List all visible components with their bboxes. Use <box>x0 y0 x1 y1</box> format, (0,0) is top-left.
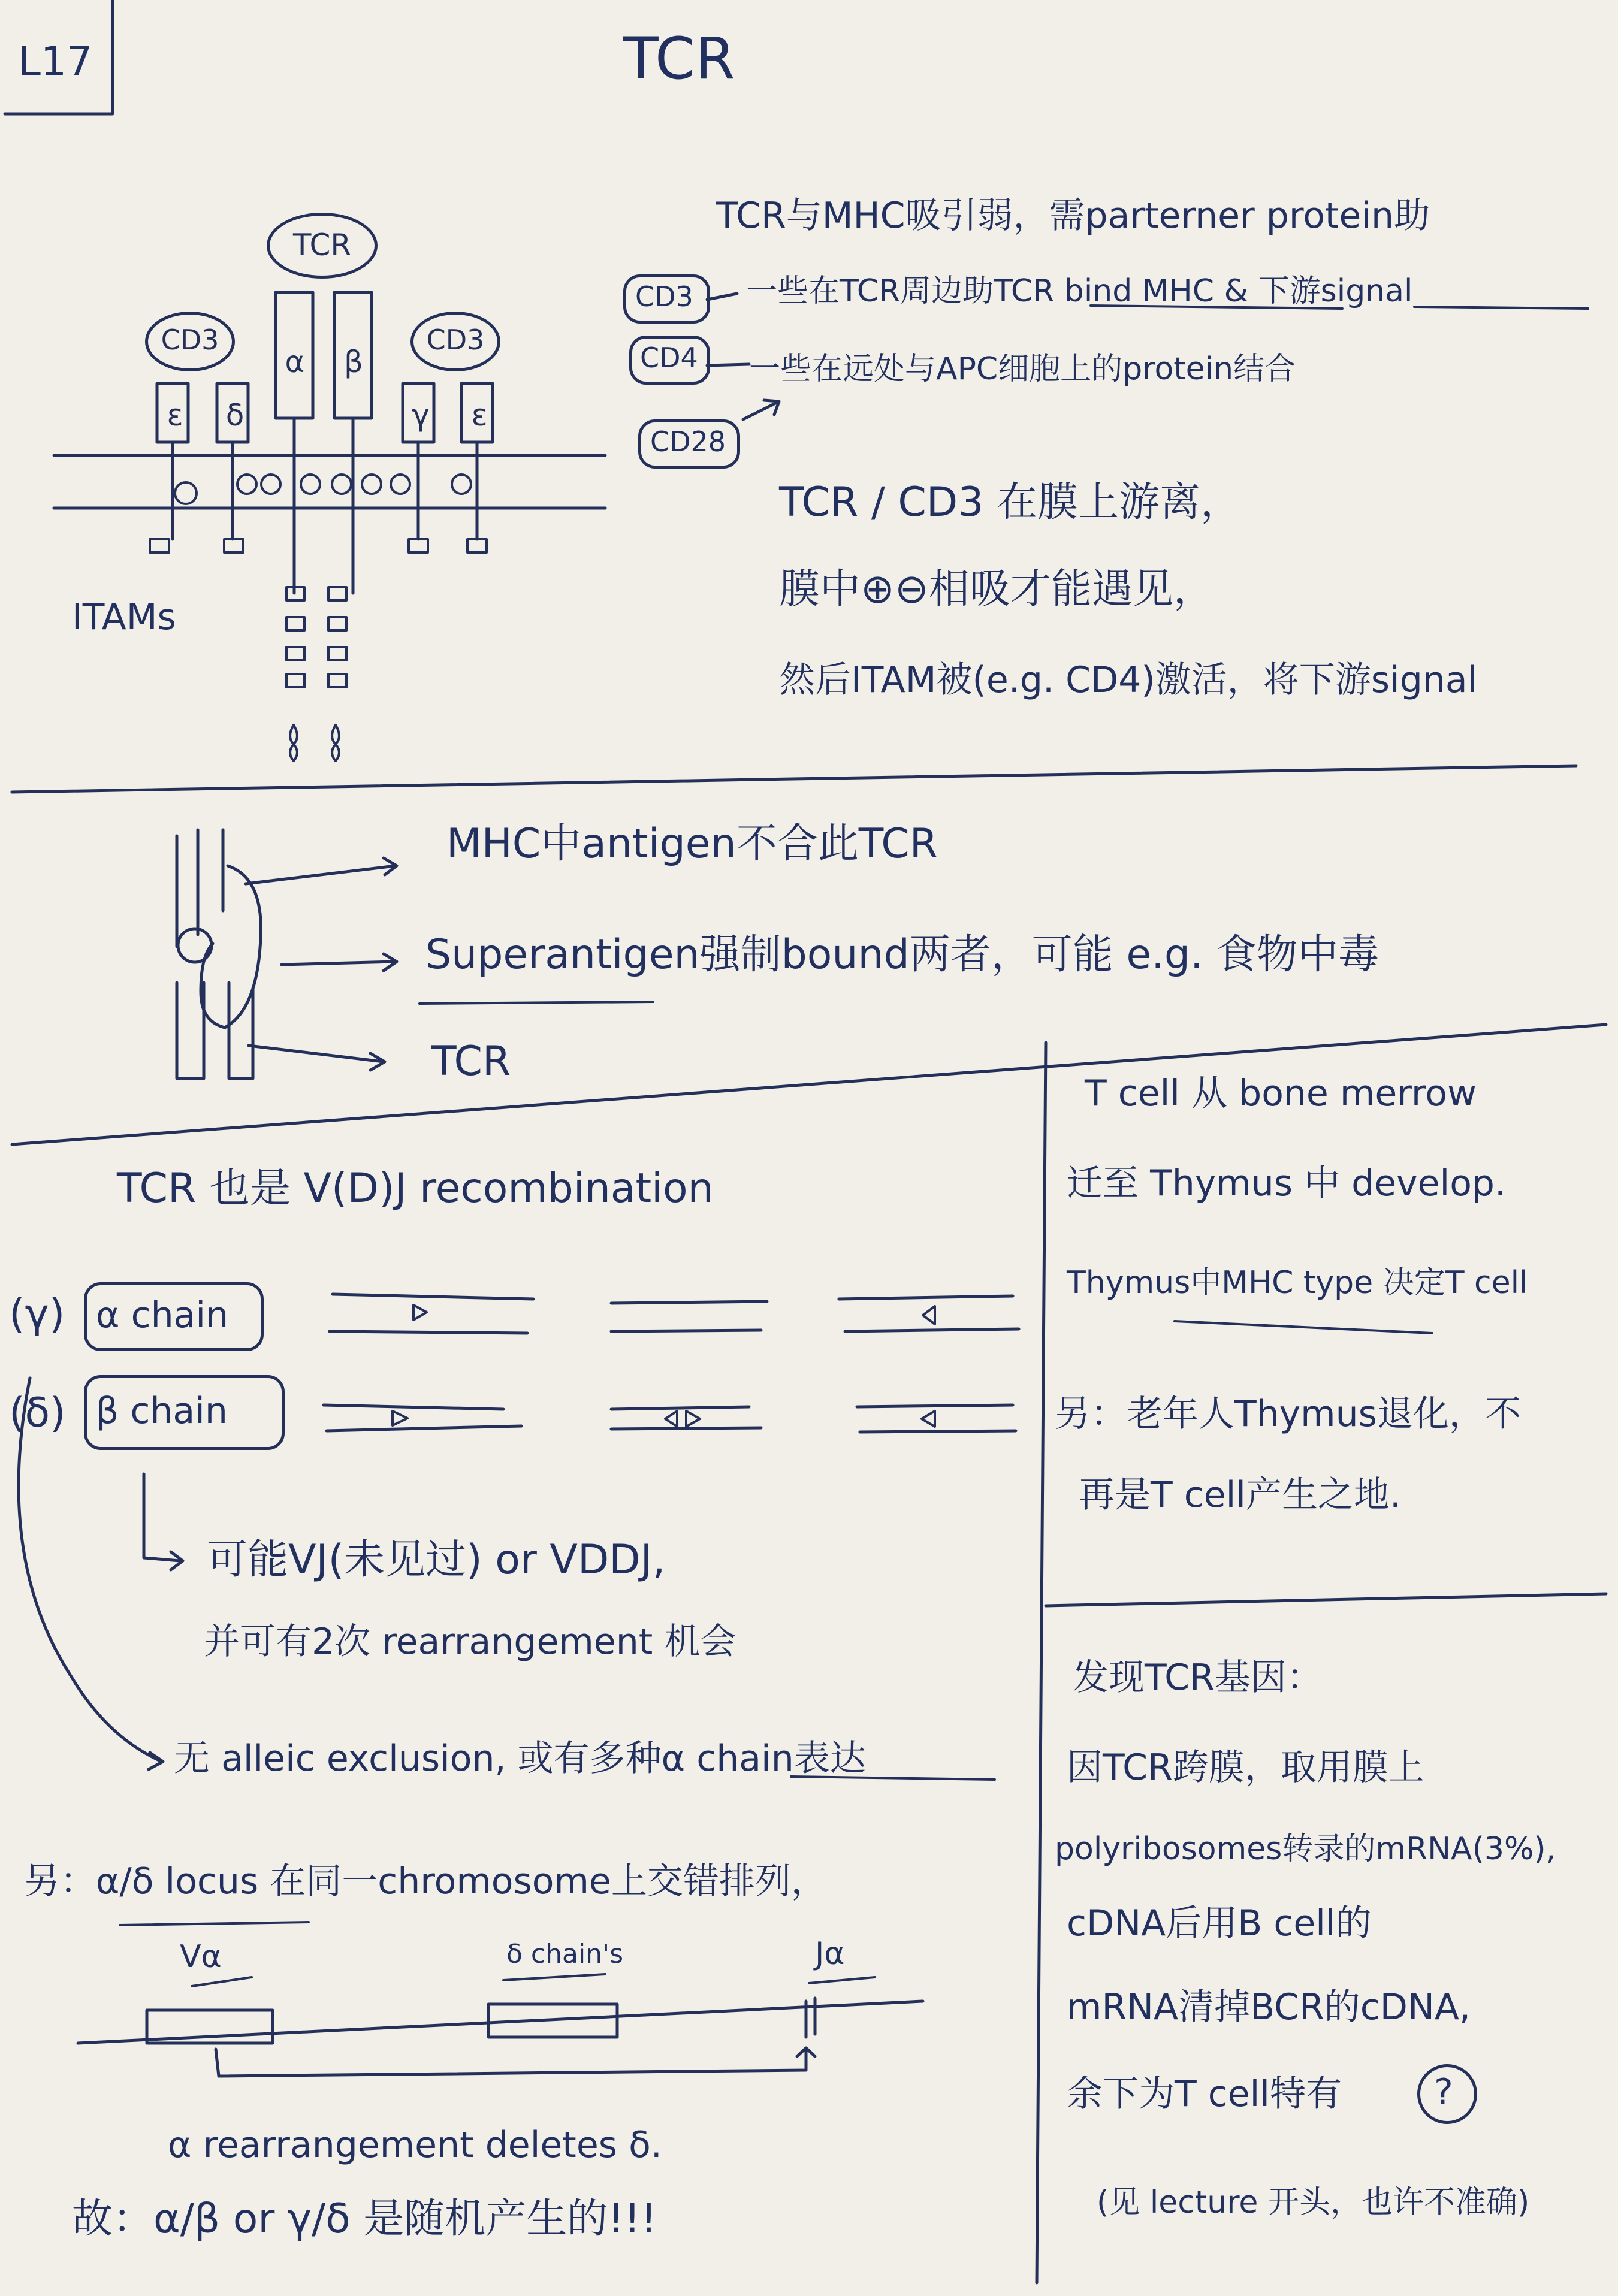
note-charge-attract: 膜中⊕⊖相吸才能遇见， <box>779 566 1214 613</box>
underline-locus <box>120 1922 309 1925</box>
cd3-left-label: CD3 <box>161 324 219 356</box>
cd3-note-text: 一些在TCR周边助TCR bind MHC & 下游signal <box>746 273 1413 309</box>
discovery-line-4: cDNA后用B cell的 <box>1067 1902 1372 1944</box>
delta-paren: (δ) <box>9 1389 66 1437</box>
arrow-to-note1 <box>144 1474 183 1570</box>
locus-j-alpha: Jα <box>815 1936 845 1972</box>
itam-boxes <box>150 539 487 687</box>
discovery-line-2: 因TCR跨膜，取用膜上 <box>1067 1747 1424 1789</box>
cd4-note-text: 一些在远处与APC细胞上的protein结合 <box>749 351 1296 387</box>
cd3-note-label: CD3 <box>635 280 693 313</box>
beta-chain-label: β chain <box>96 1390 228 1432</box>
vdj-note-deletes: α rearrangement deletes δ. <box>168 2124 662 2166</box>
vdj-note-random: 故：α/β or γ/δ 是随机产生的!!! <box>72 2195 657 2243</box>
vdj-heading: TCR 也是 V(D)J recombination <box>117 1165 714 1212</box>
thymus-line-5: 再是T cell产生之地. <box>1079 1474 1402 1516</box>
underline-mhc-type <box>1175 1321 1432 1333</box>
note-itam-activate: 然后ITAM被(e.g. CD4)激活，将下游signal <box>779 659 1478 701</box>
alpha-chain-label: α chain <box>96 1294 229 1336</box>
underline-signal <box>1414 307 1588 309</box>
page-title: TCR <box>623 25 735 92</box>
itams-label: ITAMs <box>72 596 176 638</box>
lecture-tag: L17 <box>18 38 93 86</box>
discovery-heading: 发现TCR基因： <box>1073 1657 1323 1699</box>
cd28-arrow <box>743 400 779 419</box>
thymus-line-2: 迁至 Thymus 中 develop. <box>1067 1162 1507 1204</box>
separator-1 <box>12 766 1576 792</box>
charge-circles <box>175 475 471 504</box>
chain-sketches <box>324 1294 1019 1432</box>
cd3-arrow <box>707 294 737 300</box>
separator-right-column <box>1046 1594 1606 1606</box>
superantigen-note-tcr: TCR <box>431 1038 511 1085</box>
vdj-note-allelic: 无 alleic exclusion, 或有多种α chain表达 <box>174 1738 866 1780</box>
tcr-label: TCR <box>292 228 352 262</box>
thymus-line-3: Thymus中MHC type 决定T cell <box>1067 1265 1528 1301</box>
zeta-chain-tails <box>290 725 339 761</box>
discovery-line-6: 余下为T cell特有 <box>1067 2073 1342 2115</box>
beta-label: β <box>344 345 363 379</box>
cd4-arrow <box>707 364 749 365</box>
discovery-line-7: (见 lecture 开头，也许不准确) <box>1097 2185 1530 2221</box>
cd4-note-label: CD4 <box>640 342 698 374</box>
cd28-note-label: CD28 <box>650 425 726 458</box>
thymus-line-1: T cell 从 bone merrow <box>1085 1073 1477 1114</box>
alpha-label: α <box>285 345 305 379</box>
locus-delta-chains: δ chain's <box>506 1939 624 1969</box>
vdj-note-locus: 另：α/δ locus 在同一chromosome上交错排列， <box>24 1860 827 1902</box>
vdj-note-rearrangement: 并可有2次 rearrangement 机会 <box>204 1621 736 1663</box>
discovery-line-3: polyribosomes转录的mRNA(3%), <box>1055 1831 1556 1867</box>
gamma-paren: (γ) <box>9 1291 65 1338</box>
locus-diagram <box>78 1974 923 2076</box>
column-divider <box>1037 1043 1046 2283</box>
discovery-line-5: mRNA清掉BCR的cDNA, <box>1067 1986 1471 2028</box>
delta-label: δ <box>225 398 244 433</box>
note-tcr-cd3-free: TCR / CD3 在膜上游离， <box>779 479 1242 526</box>
question-mark: ? <box>1434 2071 1453 2113</box>
note-weak-binding: TCR与MHC吸引弱，需parterner protein助 <box>716 195 1430 237</box>
cd3-right-label: CD3 <box>426 324 485 356</box>
thymus-line-4: 另：老年人Thymus退化，不 <box>1055 1393 1521 1435</box>
epsilon-left-label: ε <box>167 398 183 433</box>
gamma-label: γ <box>412 398 430 433</box>
vdj-note-vj-vddj: 可能VJ(未见过) or VDDJ, <box>207 1536 666 1584</box>
epsilon-right-label: ε <box>471 398 488 433</box>
superantigen-note-mhc: MHC中antigen不合此TCR <box>446 820 938 868</box>
locus-v-alpha: Vα <box>180 1939 222 1975</box>
superantigen-note-bind: Superantigen强制bound两者，可能 e.g. 食物中毒 <box>425 931 1379 978</box>
